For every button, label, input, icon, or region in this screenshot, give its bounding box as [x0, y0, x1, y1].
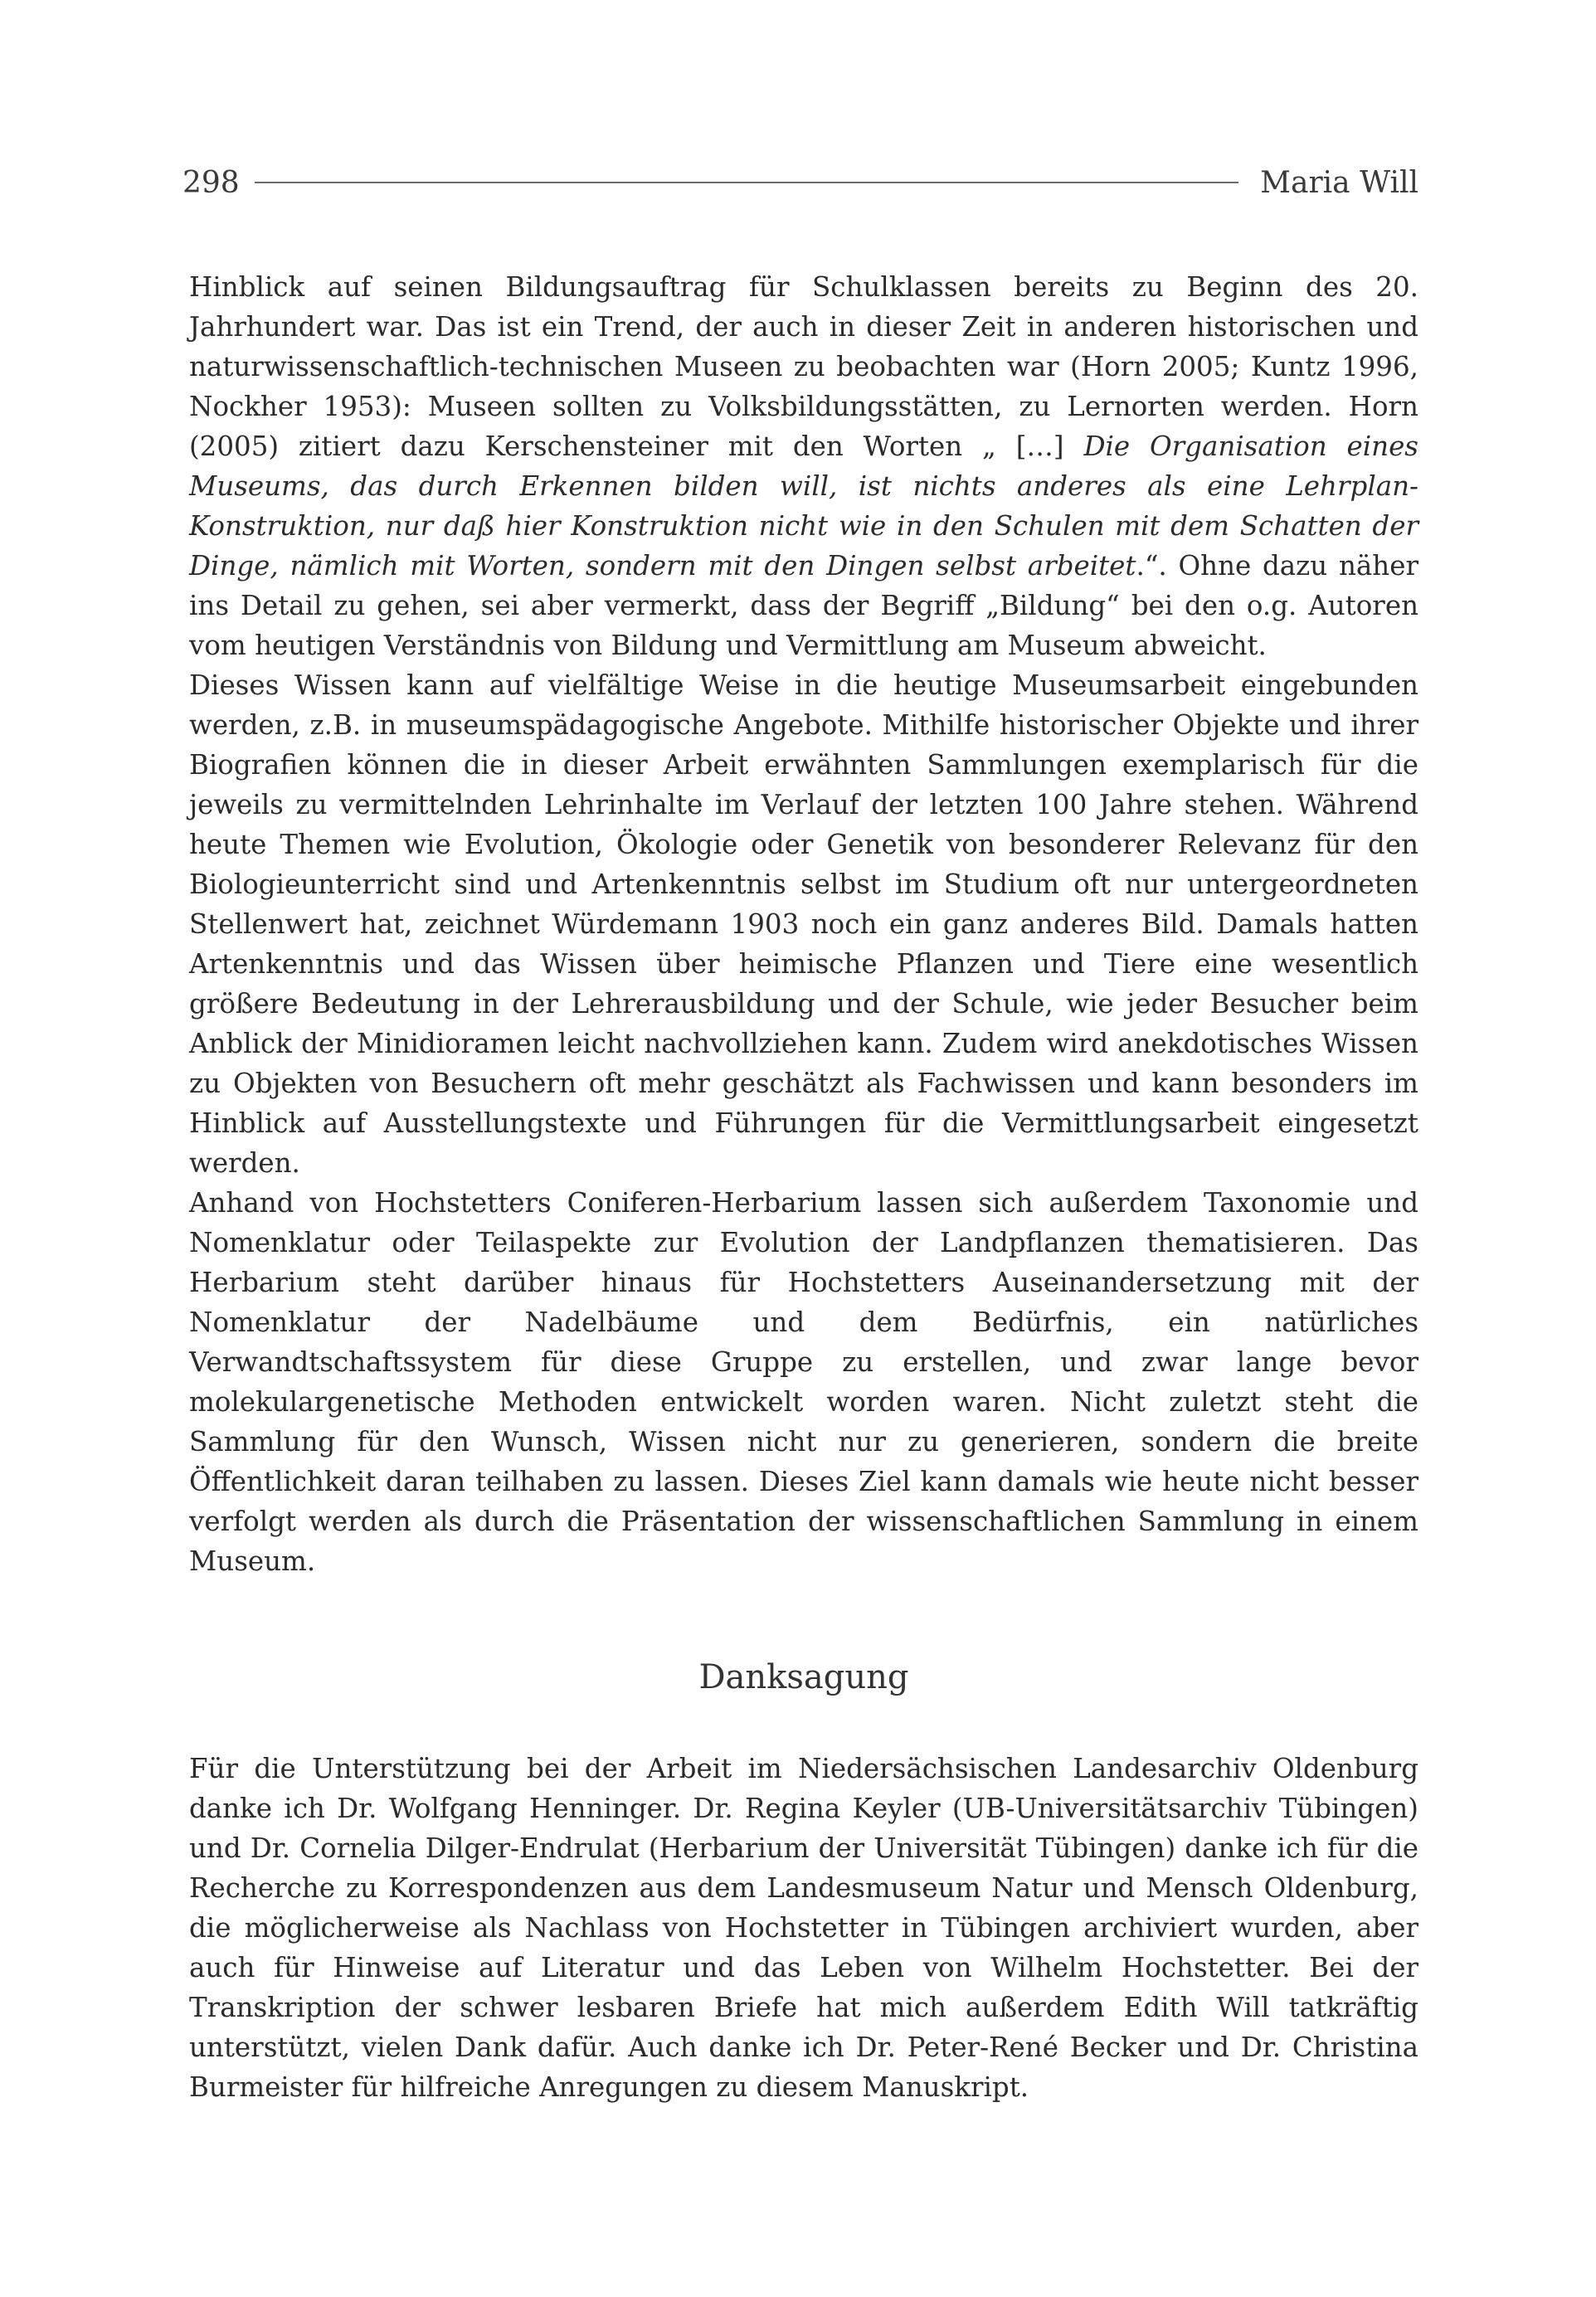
running-head — [182, 163, 1418, 202]
running-head-author: Maria Will — [1260, 165, 1418, 200]
paragraph-1-text-end: .“. Ohne dazu näher ins Detail zu gehen, sei aber vermerkt, dass der Begriff „Bildung“ bei den o.g. Autoren vom heutigen Verständnis von Bildung und Vermittlung am Museum abweicht. — [189, 550, 1418, 661]
acknowledgements-paragraph: Für die Unterstützung bei der Arbeit im Niedersächsischen Landesarchiv Oldenburg danke ich Dr. Wolfgang Henninger. Dr. Regina Keyler (UB-Universitätsarchiv Tübingen) und Dr. Cornelia Dilger-Endrulat (Herbarium der Universität Tübingen) danke ich für die Recherche zu Korrespondenzen aus dem Landesmuseum Natur und Mensch Oldenburg, die möglicherweise als Nachlass von Hochstetter in Tübingen archiviert wurden, aber auch für Hinweise auf Literatur und das Leben von Wilhelm Hochstetter. Bei der Transkription der schwer lesbaren Briefe hat mich außerdem Edith Will tatkräftig unterstützt, vielen Dank dafür. Auch danke ich Dr. Peter-René Becker und Dr. Christina Burmeister für hilfreiche Anregungen zu diesem Manuskript. — [189, 1753, 1418, 2103]
section-heading-danksagung: Danksagung — [698, 1658, 909, 1696]
body-paragraph-2: Dieses Wissen kann auf vielfältige Weise in die heutige Museumsarbeit eingebunden werden, z.B. in museumspädagogische Angebote. Mithilfe historischer Objekte und ihrer Biografien können die in dieser Arbeit erwähnten Sammlungen exemplarisch für die jeweils zu vermittelnden Lehrinhalte im Verlauf der letzten 100 Jahre stehen. Während heute Themen wie Evolution, Ökologie oder Genetik von besonderer Relevanz für den Biologieunterricht sind und Artenkenntnis selbst im Studium oft nur untergeordneten Stellenwert hat, zeichnet Würdemann 1903 noch ein ganz anderes Bild. Damals hatten Artenkenntnis und das Wissen über heimische Pflanzen und Tiere eine wesentlich größere Bedeutung in der Lehrerausbildung und der Schule, wie jeder Besucher beim Anblick der Minidioramen leicht nachvollziehen kann. Zudem wird anekdotisches Wissen zu Objekten von Besuchern oft mehr geschätzt als Fachwissen und kann besonders im Hinblick auf Ausstellungstexte und Führungen für die Vermittlungsarbeit eingesetzt werden. — [189, 669, 1418, 1179]
page-number: 298 — [182, 165, 240, 200]
paragraph-1-text-start: Hinblick auf seinen Bildungsauftrag für Schulklassen bereits zu Beginn des 20. Jahrhundert war. Das ist ein Trend, der auch in dieser Zeit in anderen historischen und naturwissenschaftlich-technischen Museen zu beobachten war (Horn 2005; Kuntz 1996, Nockher 1953): Museen sollten zu Volksbildungsstätten, zu Lernorten werden. Horn (2005) zitiert dazu Kerschensteiner mit den Worten „ […] — [189, 271, 1418, 462]
header-rule — [255, 182, 1238, 183]
kerschensteiner-quote: Die Organisation eines Museums, das durch Erkennen bilden will, ist nichts anderes als eine Lehrplan-Konstruktion, nur daß hier Konstruktion nicht wie in den Schulen mit dem Schatten der Dinge, nämlich mit Worten, sondern mit den Dingen selbst arbeitet — [189, 431, 1418, 582]
body-paragraph-3: Anhand von Hochstetters Coniferen-Herbarium lassen sich außerdem Taxonomie und Nomenklatur oder Teilaspekte zur Evolution der Landpflanzen thematisieren. Das Herbarium steht darüber hinaus für Hochstetters Auseinandersetzung mit der Nomenklatur der Nadelbäume und dem Bedürfnis, ein natürliches Verwandtschaftssystem für diese Gruppe zu erstellen, und zwar lange bevor molekulargenetische Methoden entwickelt worden waren. Nicht zuletzt steht die Sammlung für den Wunsch, Wissen nicht nur zu generieren, sondern die breite Öffentlichkeit daran teilhaben zu lassen. Dieses Ziel kann damals wie heute nicht besser verfolgt werden als durch die Präsentation der wissenschaftlichen Sammlung in einem Museum. — [189, 1187, 1418, 1577]
main-text — [189, 267, 1418, 2107]
body-paragraph-1 — [189, 267, 1418, 665]
